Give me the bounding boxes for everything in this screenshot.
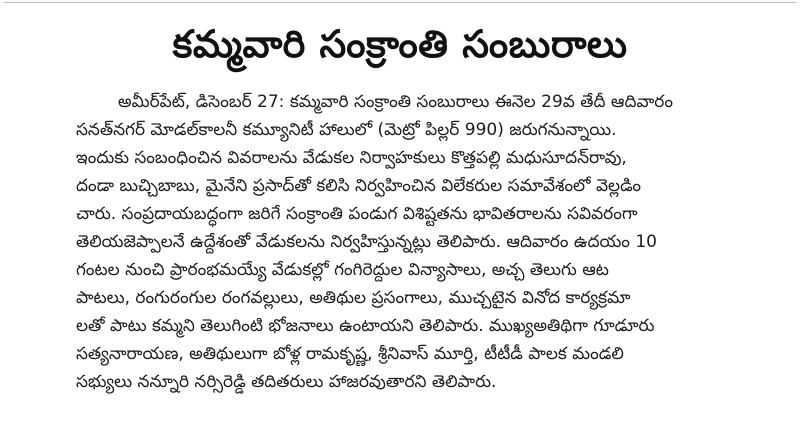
article-line: లతో పాటు కమ్మని తెలుగింటి భోజనాలు ఉంటాయని తెలిపారు. ముఖ్యఅతిథిగా గూడూరు — [76, 316, 655, 336]
article-line: సత్యనారాయణ, అతిథులుగా బోళ్ల రామకృష్ణ, శ్రీనివాస్ మూర్తి, టీటీడీ పాలక మండలి — [76, 344, 624, 364]
article-headline: కమ్మవారి సంక్రాంతి సంబురాలు — [172, 22, 628, 66]
article-line: ఇందుకు సంబంధించిన వివరాలను వేడుకల నిర్వాహకులు కొత్తపల్లి మధుసూదన్‌రావు, — [76, 148, 627, 168]
article-line: అమీర్‌పేట్, డిసెంబర్ 27: కమ్మవారి సంక్రాంతి సంబురాలు ఈనెల 29వ తేదీ ఆదివారం — [118, 92, 673, 112]
article-line: గంటల నుంచి ప్రారంభమయ్యే వేడుకల్లో గంగిరెద్దుల విన్యాసాలు, అచ్చ తెలుగు ఆట — [76, 260, 609, 280]
top-divider — [4, 2, 796, 3]
article-line: చారు. సంప్రదాయబద్ధంగా జరిగే సంక్రాంతి పండుగ విశిష్టతను భావితరాలను సవివరంగా — [76, 204, 638, 224]
article-line: పాటలు, రంగురంగుల రంగవల్లులు, అతిథుల ప్రసంగాలు, ముచ్చటైన వినోద కార్యక్రమా — [76, 288, 631, 308]
article-body — [76, 88, 782, 396]
article-line: సభ్యులు నన్నూరి నర్సిరెడ్డి తదితరులు హాజరవుతారని తెలిపారు. — [76, 372, 497, 392]
article-line: దండా బుచ్చిబాబు, మైనేని ప్రసాద్‌తో కలిసి నిర్వహించిన విలేకరుల సమావేశంలో వెల్లడిం — [76, 176, 642, 196]
article-line: సనత్‌నగర్ మోడల్‌కాలనీ కమ్యూనిటీ హాలులో (మెట్రో పిల్లర్ 990) జరుగనున్నాయి. — [76, 120, 617, 140]
article-line: తెలియజెప్పాలనే ఉద్దేశంతో వేడుకలను నిర్వహిస్తున్నట్లు తెలిపారు. ఆదివారం ఉదయం 10 — [76, 232, 657, 252]
